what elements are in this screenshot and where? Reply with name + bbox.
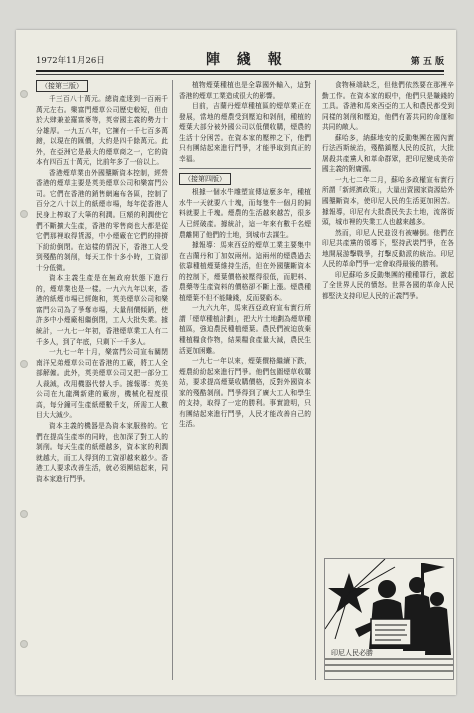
paragraph: 然而，印尼人民並沒有被嚇倒。他們在印尼共產黨的領導下，堅持武裝鬥爭，在各地開展游擊戰爭，打擊反動派的統治。印尼人民的革命鬥爭一定會取得最後的勝利。 [322, 228, 454, 269]
issue-date: 1972年11月26日 [36, 56, 105, 66]
continuation-tag: （接第三版） [36, 80, 88, 92]
paragraph: 據報導：馬來西亞的煙草工業主要集中在吉蘭丹和丁加奴兩州。這兩州的煙農過去依靠種植煙葉維持生活，但在外國壟斷資本的控制下，煙葉價格被壓得很低，而肥料、農藥等生產資料的價格卻不斷上漲。煙農種植煙葉不但不能賺錢，反而要虧本。 [179, 241, 311, 302]
header-rule [36, 74, 444, 75]
article-column-middle [179, 80, 311, 685]
woodcut-image [325, 559, 453, 679]
article-column-right [322, 80, 454, 550]
propaganda-illustration [324, 558, 454, 680]
poster-caption: 印尼人民必勝 [331, 649, 373, 657]
paragraph: 印尼蘇哈多反動集團的種種罪行，激起了全世界人民的憤怒。世界各國的革命人民都堅決支持印尼人民的正義鬥爭。 [322, 270, 454, 300]
paragraph: 蘇哈多，納蘇地安的反動集團在國內實行法西斯統治，殘酷鎮壓人民的反抗，大批屠殺共產黨人和革命群眾，把印尼變成美帝國主義的附庸國。 [322, 133, 454, 174]
paragraph: 資本主義生產是在無政府狀態下進行的，煙草業也是一樣。一九六九年以來，香港的紙煙市場已經飽和，英美煙草公司和樂富門公司為了爭奪市場，大量削價傾銷，使許多中小煙廠相繼倒閉，工人大批失業。據統計，一九七一年初，香港煙草業工人有二千多人，到了年底，只剩下一千多人。 [36, 274, 168, 346]
paragraph: 一九六九年，馬來西亞政府宣布實行所謂「煙草種植計劃」，把大片土地劃為煙草種植區，強迫農民種植煙葉。農民們被迫放棄種植糧食作物，結果糧食產量大減，農民生活更加困難。 [179, 304, 311, 355]
paragraph: 一九七一年以來，煙葉價格繼續下跌，煙農紛紛起來進行鬥爭。他們包圍煙草收購站，要求提高煙葉收購價格，反對外國資本家的殘酷剝削。鬥爭得到了廣大工人和學生的支持，取得了一定的勝利。事實證明，只有團結起來進行鬥爭，人民才能改善自己的生活。 [179, 357, 311, 429]
paragraph: 一九七二年二月，蘇哈多政權宣布實行所謂「新經濟政策」，大量出賣國家資源給外國壟斷資本，使印尼人民的生活更加困苦。據報導，印尼有大批農民失去土地，流落街頭，城市裡的失業工人也越來越多。 [322, 175, 454, 227]
column-divider [172, 80, 173, 680]
section-divider [179, 168, 311, 169]
paragraph: 食物極端缺乏，但他們依然要在那裡辛勤工作。在資本家的眼中，他們只是賺錢的工具。香港和馬來西亞的工人和農民都受到同樣的剝削和壓迫，他們有著共同的命運和共同的敵人。 [322, 81, 454, 132]
paragraph: 香港煙草業由外國壟斷資本控制，經營香港的煙草主要是英美煙草公司和樂富門公司。它們在香港的銷售網遍布各區，控制了百分之八十以上的紙煙市場，每年從香港人民身上榨取了大筆的利潤。巨額的利潤使它們不斷擴大生產，香港的零售商也大都是從它們那裡取得貨源，中小煙廠在它們的排擠下紛紛倒閉。在這樣的情況下，香港工人受到殘酷的剝削，每天工作十多小時，工資卻十分低微。 [36, 168, 168, 272]
paragraph: 植物煙葉種植也是全靠國外輸入，這對香港的煙草工業造成很大的影響。 [179, 81, 311, 100]
masthead-title: 陣 綫 報 [206, 52, 288, 68]
article-column-left [36, 80, 168, 685]
continuation-tag: （接第四版） [179, 173, 231, 185]
paragraph: 一九七一年十月，樂富門公司宣布關閉南洋兄弟煙草公司在香港的工廠，將工人全部解僱。此外，英美煙草公司又把一部分工人裁減，改用機器代替人手。據報導：英美公司在九龍灣新建的廠房，機械化程度很高，每分鐘可生產紙煙數千支，所需工人數目大大減少。 [36, 348, 168, 420]
paragraph: 千三百八十萬元。總資產達到一百兩千萬元左右。樂富門煙草公司歷史較短，但由於大肆兼並羅富麥等，英帝國主義的勢力十分雄厚。一九五八年，它擁有一千七百多萬鎊，以現在的匯價，大約是四千餘萬元。此外，在亞洲它是最大的煙草商之一，它的資本有四百五十萬元，比前年多了一倍以上。 [36, 95, 168, 167]
paragraph: 根據一個水牛雕塑宣傳這麼多年，種植水牛一天就要八十塊，而每隻牛一個月的飼料就要上千塊。煙農的生活越來越苦，很多人已經破產。據統計，這一年來有數千名煙農離開了他們的土地，到城市去謀生。 [179, 188, 311, 239]
newspaper-page [16, 30, 456, 695]
page-header [36, 48, 444, 72]
column-divider [315, 80, 316, 680]
page-number: 第 五 版 [410, 57, 444, 67]
paragraph: 目前，吉蘭丹煙草種植區的煙草業正在發展，當地的煙農受到壓迫和剝削，種植的煙葉大部分被外國公司以低價收購，煙農的生活十分困苦。在資本家的壓榨之下，他們只有團結起來進行鬥爭，才能爭取到真正的幸福。 [179, 102, 311, 163]
paragraph: 資本主義的機器是為資本家服務的。它們在提高生產率的同時，也加深了對工人的剝削。每天生產的紙煙越多，資本家的利潤就越大，而工人得到的工資卻越來越少。香港工人要求改善生活，就必須團結起來，同資本家進行鬥爭。 [36, 421, 168, 483]
